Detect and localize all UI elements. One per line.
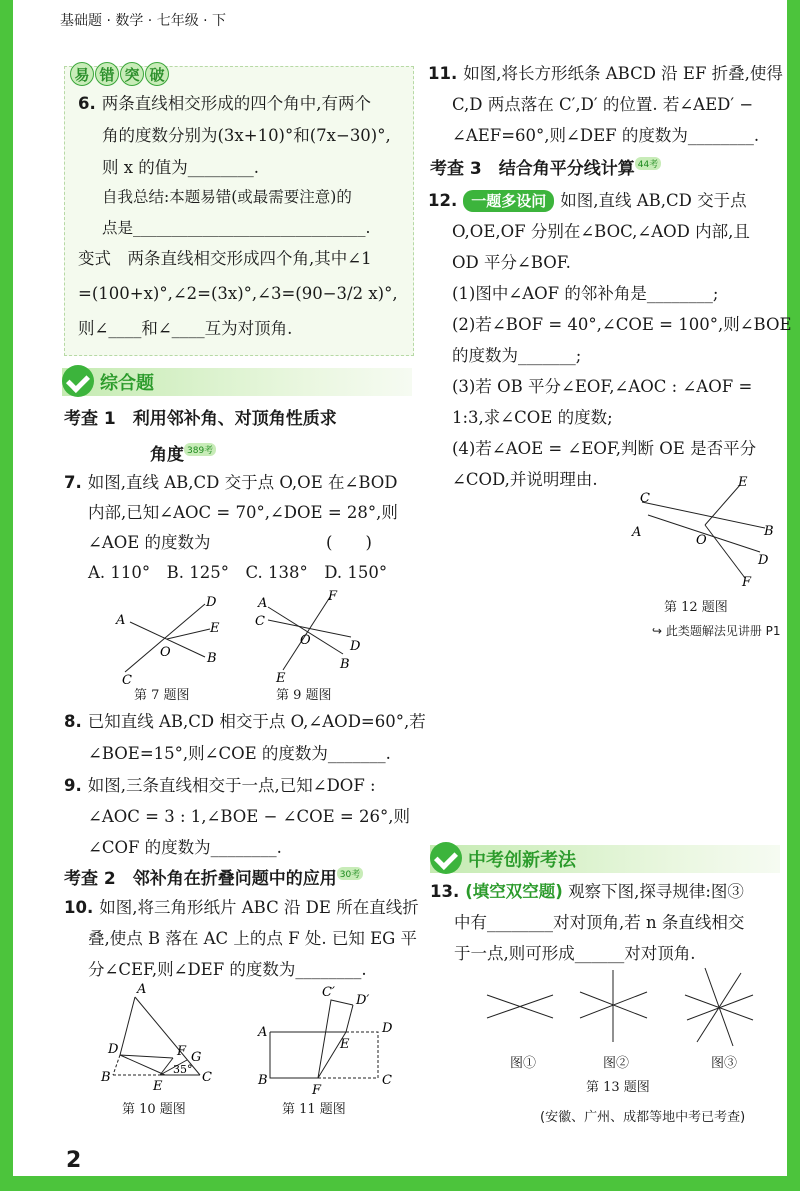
topic-2-heading xyxy=(64,864,363,889)
section-banner-exam-innovation xyxy=(430,845,780,873)
text-line: 则∠____和∠____互为对顶角. xyxy=(78,319,293,338)
text-line-content: 如图,三条直线相交于一点,已知∠DOF : xyxy=(87,776,376,795)
topic-title: 考查 3 结合角平分线计算 xyxy=(430,159,635,179)
text-line xyxy=(64,770,410,801)
question-6-variant xyxy=(78,241,398,346)
question-number: 11. xyxy=(428,64,458,83)
label-f: F xyxy=(177,1044,187,1059)
label-o: O xyxy=(300,633,311,648)
text-line: 1:3,求∠COE 的度数; xyxy=(452,408,613,427)
text-line xyxy=(78,88,391,120)
text-line: ∠AOC = 3 : 1,∠BOE − ∠COE = 26°,则 xyxy=(88,807,410,826)
question-type-tag: (填空双空题) xyxy=(465,882,563,901)
text-line: 自我总结:本题易错(或最需要注意)的 xyxy=(102,188,352,206)
label-a: A xyxy=(137,982,147,997)
text-line: ∠COF 的度数为________. xyxy=(88,838,282,857)
label-f: F xyxy=(312,1083,322,1098)
check-icon xyxy=(430,842,462,874)
label-a: A xyxy=(632,525,642,540)
label-a: A xyxy=(116,613,126,628)
error-breakthrough-badge xyxy=(70,62,169,86)
question-9 xyxy=(64,770,410,863)
figure-11-caption: 第 11 题图 xyxy=(282,1102,346,1117)
question-number: 12. xyxy=(428,191,458,210)
text-line: 变式 两条直线相交形成四个角,其中∠1 xyxy=(78,249,372,268)
text-line: A. 110° B. 125° C. 138° D. 150° xyxy=(88,563,388,582)
question-number: 10. xyxy=(64,898,94,917)
label-c: C xyxy=(640,491,650,506)
page-frame-bottom xyxy=(0,1176,800,1191)
text-line: (3)若 OB 平分∠EOF,∠AOC : ∠AOF = xyxy=(452,377,753,396)
question-number: 7. xyxy=(64,473,82,492)
figure-12 xyxy=(632,475,774,590)
label-f: F xyxy=(742,575,752,590)
text-line: C,D 两点落在 C′,D′ 的位置. 若∠AED′ − xyxy=(452,95,754,114)
label-d-prime: D′ xyxy=(356,993,370,1008)
figure-13-1 xyxy=(487,995,553,1018)
page-frame-right xyxy=(787,0,800,1191)
check-icon xyxy=(62,365,94,397)
running-head: 基础题 · 数学 · 七年级 · 下 xyxy=(60,13,227,29)
solution-reference-note: ↪ 此类题解法见讲册 P1 xyxy=(652,624,781,638)
question-12 xyxy=(428,185,792,495)
label-g: G xyxy=(191,1050,202,1065)
topic-1-heading xyxy=(64,404,337,429)
text-line: 观察下图,探寻规律:图③ xyxy=(568,882,744,901)
figure-11 xyxy=(258,985,393,1098)
text-line xyxy=(64,468,398,498)
question-6 xyxy=(78,88,391,184)
text-line: 叠,使点 B 落在 AC 上的点 F 处. 已知 EG 平 xyxy=(88,929,418,948)
figure-7-caption: 第 7 题图 xyxy=(134,688,190,703)
label-d: D xyxy=(108,1042,119,1057)
figure-13-2 xyxy=(580,970,647,1042)
text-line: 如图,直线 AB,CD 交于点 xyxy=(560,191,747,210)
question-13 xyxy=(430,876,744,969)
badge-char: 突 xyxy=(120,62,144,86)
label-b: B xyxy=(101,1070,111,1085)
label-e: E xyxy=(340,1037,350,1052)
question-number: 9. xyxy=(64,776,82,795)
figure-7 xyxy=(110,592,230,688)
topic-3-heading xyxy=(430,154,661,179)
exam-count-badge: 30考 xyxy=(337,867,363,880)
figure-13-3-label: 图③ xyxy=(711,1056,738,1071)
figure-9-caption: 第 9 题图 xyxy=(276,688,332,703)
figure-13-3 xyxy=(685,968,753,1046)
label-d: D xyxy=(758,553,769,568)
section-title: 中考创新考法 xyxy=(468,850,576,871)
label-o: O xyxy=(160,645,171,660)
text-line xyxy=(428,58,783,89)
label-e: E xyxy=(738,475,748,490)
text-line: 中有________对对顶角,若 n 条直线相交 xyxy=(454,913,745,932)
label-f: F xyxy=(328,589,338,604)
text-line xyxy=(64,892,419,923)
figure-13-caption: 第 13 题图 xyxy=(586,1080,650,1095)
question-11 xyxy=(428,58,783,151)
figure-13 xyxy=(485,970,775,1050)
label-d: D xyxy=(206,595,217,610)
text-line: (1)图中∠AOF 的邻补角是________; xyxy=(452,284,719,303)
exam-count-badge: 389考 xyxy=(184,443,216,456)
badge-char: 破 xyxy=(145,62,169,86)
topic-1-heading-cont xyxy=(150,440,216,465)
text-line: 内部,已知∠AOC = 70°,∠DOE = 28°,则 xyxy=(88,503,398,522)
label-d: D xyxy=(350,639,361,654)
figure-13-2-label: 图② xyxy=(603,1056,630,1071)
text-line: ∠AEF=60°,则∠DEF 的度数为________. xyxy=(452,126,760,145)
multi-question-tag: 一题多设问 xyxy=(463,190,554,212)
exam-source-note: (安徽、广州、成都等地中考已考查) xyxy=(540,1110,746,1125)
label-e: E xyxy=(153,1079,163,1094)
text-line: 点是______________________________. xyxy=(102,219,371,237)
text-line: (4)若∠AOE = ∠EOF,判断 OE 是否平分 xyxy=(452,439,757,458)
text-line: OD 平分∠BOF. xyxy=(452,253,571,272)
page-number: 2 xyxy=(66,1148,82,1173)
label-c: C xyxy=(122,673,132,688)
question-6-summary xyxy=(102,182,370,244)
question-10 xyxy=(64,892,419,985)
figure-12-caption: 第 12 题图 xyxy=(664,600,728,615)
topic-title: 考查 1 利用邻补角、对顶角性质求 xyxy=(64,409,337,429)
label-b: B xyxy=(207,651,217,666)
text-line: 角的度数分别为(3x+10)°和(7x−30)°, xyxy=(102,126,391,145)
text-line-content: 如图,直线 AB,CD 交于点 O,OE 在∠BOD xyxy=(87,473,398,492)
text-line: ∠COD,并说明理由. xyxy=(452,470,598,489)
section-banner-comprehensive xyxy=(62,368,412,396)
text-line: (2)若∠BOF = 40°,∠COE = 100°,则∠BOE xyxy=(452,315,792,334)
label-b: B xyxy=(340,657,350,672)
figure-9 xyxy=(255,589,368,686)
question-8 xyxy=(64,706,426,770)
label-b: B xyxy=(764,524,774,539)
label-a: A xyxy=(258,596,268,611)
label-a: A xyxy=(258,1025,268,1040)
angle-label: 35° xyxy=(173,1063,193,1076)
text-line-content: 已知直线 AB,CD 相交于点 O,∠AOD=60°,若 xyxy=(87,712,426,731)
topic-title: 考查 2 邻补角在折叠问题中的应用 xyxy=(64,869,337,889)
figure-10 xyxy=(101,982,215,1095)
label-o: O xyxy=(696,533,707,548)
figure-10-caption: 第 10 题图 xyxy=(122,1102,186,1117)
text-line-content: 如图,将三角形纸片 ABC 沿 DE 所在直线折 xyxy=(99,898,419,917)
text-line: 于一点,则可形成______对对顶角. xyxy=(454,944,696,963)
question-number: 8. xyxy=(64,712,82,731)
label-b: B xyxy=(258,1073,268,1088)
text-line: O,OE,OF 分别在∠BOC,∠AOD 内部,且 xyxy=(452,222,750,241)
text-line: ∠BOE=15°,则∠COE 的度数为_______. xyxy=(88,744,391,763)
text-line-content: 如图,将长方形纸条 ABCD 沿 EF 折叠,使得 xyxy=(463,64,783,83)
label-e: E xyxy=(210,621,220,636)
figure-13-1-label: 图① xyxy=(510,1056,537,1071)
question-7 xyxy=(64,468,398,588)
question-number: 13. xyxy=(430,882,460,901)
label-e: E xyxy=(276,671,286,686)
text-line: 的度数为_______; xyxy=(452,346,582,365)
badge-char: 错 xyxy=(95,62,119,86)
label-d: D xyxy=(382,1021,393,1036)
question-number: 6. xyxy=(78,94,96,113)
text-line-content: 两条直线相交形成的四个角中,有两个 xyxy=(101,94,371,113)
label-c: C xyxy=(202,1070,212,1085)
section-title: 综合题 xyxy=(100,373,154,394)
topic-title: 角度 xyxy=(150,445,184,465)
label-c: C xyxy=(382,1073,392,1088)
text-line: 分∠CEF,则∠DEF 的度数为________. xyxy=(88,960,367,979)
text-line xyxy=(64,706,426,738)
badge-char: 易 xyxy=(70,62,94,86)
label-c-prime: C′ xyxy=(322,985,335,1000)
exam-count-badge: 44考 xyxy=(635,157,661,170)
text-line: ∠AOE 的度数为 ( ) xyxy=(88,533,372,552)
label-c: C xyxy=(255,614,265,629)
text-line: =(100+x)°,∠2=(3x)°,∠3=(90−3/2 x)°, xyxy=(78,284,398,303)
page-frame-left xyxy=(0,0,13,1191)
text-line: 则 x 的值为________. xyxy=(102,158,260,177)
